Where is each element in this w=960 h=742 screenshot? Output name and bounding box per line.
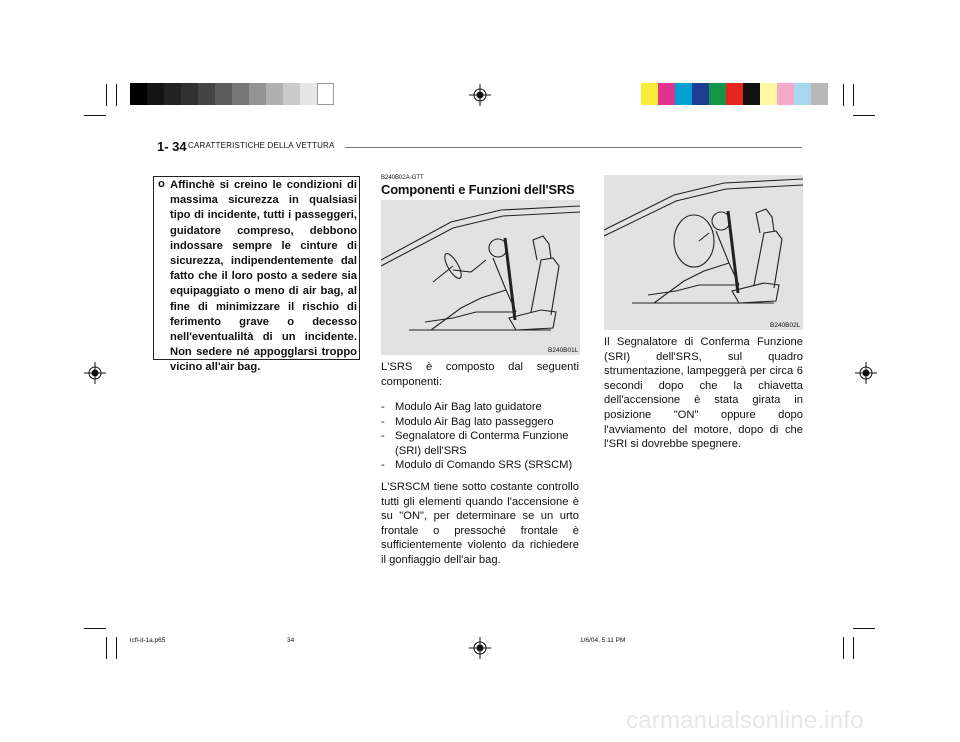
srscm-paragraph: L'SRSCM tiene sotto costante controllo tutti gli elementi quando l'accensione è su "ON", per determinare se un urto frontale o pressoché frontale è sufficientemente violento da richiedere il gonfiaggio dell'air bag. (381, 481, 579, 566)
crop-mark (853, 84, 854, 106)
registration-mark-icon (469, 84, 491, 106)
crop-mark (84, 628, 106, 629)
list-item (381, 415, 579, 430)
figure-caption: B240B02L (770, 322, 801, 329)
crop-mark (106, 637, 107, 659)
list-dash: - (381, 401, 385, 413)
section-code: B240B02A-GTT (381, 175, 424, 181)
crop-mark (853, 628, 875, 629)
footer-timestamp: 1/6/04, 5:11 PM (580, 637, 626, 644)
warning-text: Affinchè si creino le condizioni di massima sicurezza in qualsiasi tipo di incidente, tutti i passeggeri, guidatore compreso, debbono indossare sempre le cinture di sicurezza, indipendentemente dal fatto che il loro posto a sedere sia equipaggiato o meno di air bag, al fine di minimizzare il rischio di ferimento grave o decesso nell'eventualiltà di un incidente. Non sedere né appogglarsi troppo vicino all'air bag. (170, 179, 357, 374)
list-item (381, 429, 579, 458)
components-intro: L'SRS è composto dal seguenti componenti: (381, 361, 579, 388)
components-list (381, 400, 579, 473)
crop-mark (116, 637, 117, 659)
list-dash: - (381, 459, 385, 472)
list-item (381, 458, 579, 473)
footer-page: 34 (287, 637, 295, 644)
list-item-text: Modulo di Comando SRS (SRSCM) (395, 459, 573, 472)
color-calibration-strip (641, 83, 828, 105)
list-dash: - (381, 430, 385, 443)
crop-mark (843, 637, 844, 659)
passenger-airbag-drawing (604, 175, 803, 330)
bullet-marker: o (158, 178, 165, 190)
crop-mark (116, 84, 117, 106)
list-item (381, 400, 579, 415)
grayscale-calibration-strip (130, 83, 334, 105)
driver-airbag-drawing (381, 200, 580, 355)
crop-mark (106, 84, 107, 106)
registration-mark-icon (855, 362, 877, 384)
driver-airbag-illustration (381, 200, 580, 355)
sri-paragraph: Il Segnalatore di Conferma Funzione (SRI) dell'SRS, sul quadro strumentazione, lampeggerà per circa 6 secondi dopo che la chiavetta dell'accensione è stata girata in posizione "ON" oppure dopo l'avviamento del motore, dopo di che l'SRI si dovrebbe spegnere. (604, 336, 803, 451)
registration-mark-icon (469, 637, 491, 659)
footer-filename: lcfl-it-1a.p65 (130, 637, 166, 644)
list-item-text: Modulo Air Bag lato guidatore (395, 401, 542, 413)
registration-mark-icon (84, 362, 106, 384)
crop-mark (84, 115, 106, 116)
header-rule (345, 147, 802, 148)
figure-caption: B240B01L (548, 347, 579, 354)
page-number: 1- 34 (157, 139, 187, 154)
section-title: CARATTERISTICHE DELLA VETTURA (188, 141, 335, 150)
section-heading: Componenti e Funzioni dell'SRS (381, 182, 575, 197)
list-item-text: Modulo Air Bag lato passeggero (395, 415, 554, 428)
crop-mark (853, 637, 854, 659)
list-dash: - (381, 415, 385, 428)
list-item-text: Segnalatore di Conterma Funzione (SRI) dell'SRS (395, 430, 569, 457)
passenger-airbag-illustration (604, 175, 803, 330)
crop-mark (843, 84, 844, 106)
watermark: carmanualsonline.info (626, 707, 864, 734)
crop-mark (853, 115, 875, 116)
